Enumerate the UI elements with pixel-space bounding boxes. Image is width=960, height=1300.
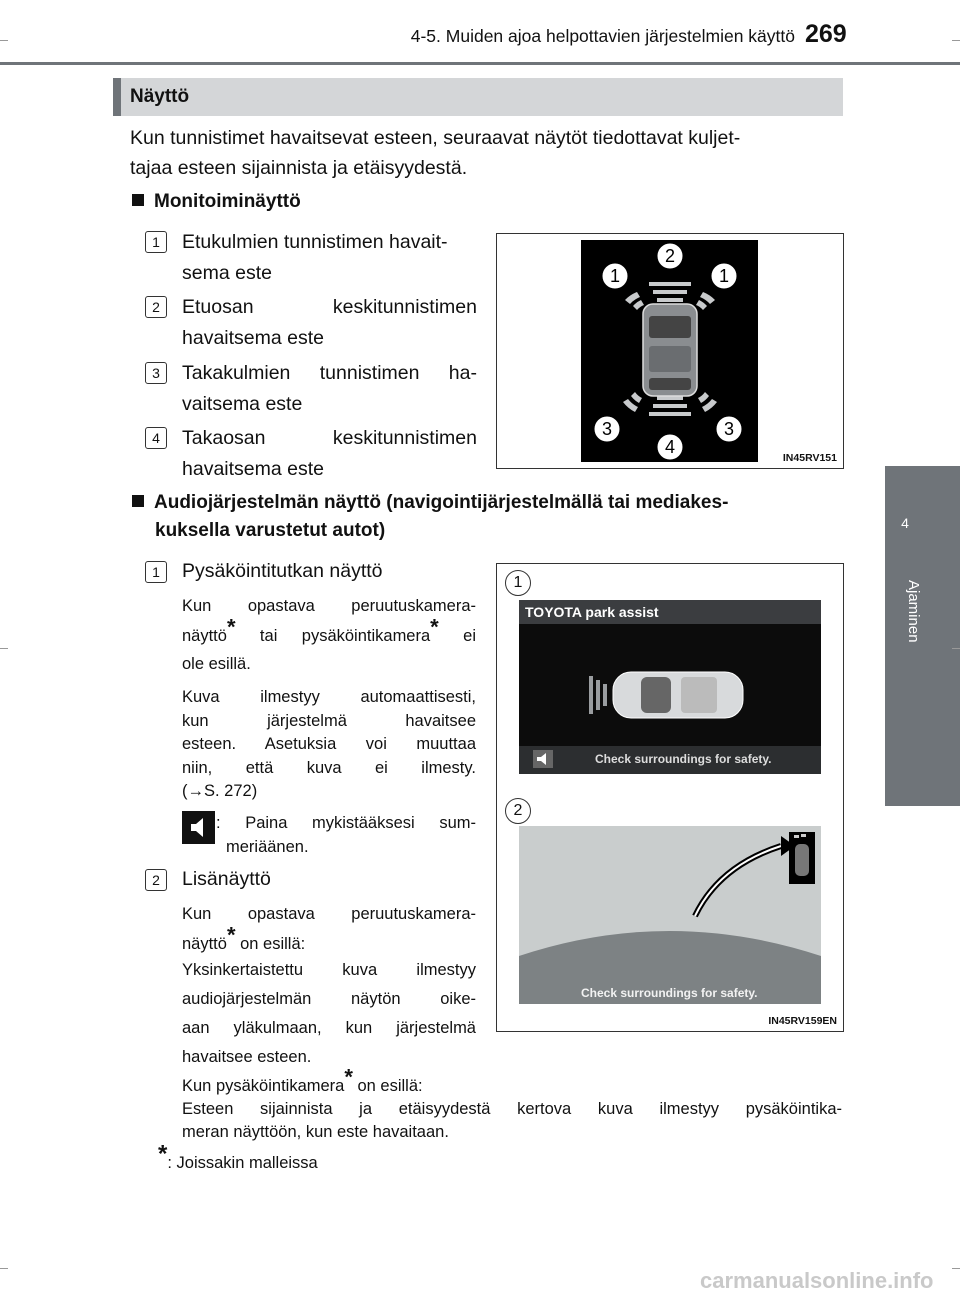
figure-label: 3	[601, 419, 613, 439]
figure-code: IN45RV151	[782, 452, 837, 464]
multi-display-figure	[496, 233, 844, 469]
item-title: Pysäköintitutkan näyttö	[182, 560, 383, 582]
header-rule	[0, 62, 960, 65]
mute-icon[interactable]	[533, 750, 553, 768]
figure-label: 1	[718, 266, 730, 286]
section-title: Näyttö	[130, 86, 190, 107]
section-bar-edge	[113, 78, 121, 116]
list-item: Etuosan keskitunnistimen havaitsema este	[182, 296, 477, 349]
description-text: Kuva ilmestyy automaattisesti, kun järjestelmä havaitsee esteen. Asetuksia voi muuttaa niin, että kuva ei ilmesty. (→S. 272)	[182, 688, 476, 800]
figure-label: 4	[664, 437, 676, 457]
intro-line-2: tajaa esteen sijainnista ja etäisyydestä.	[130, 157, 468, 179]
figure-label: 1	[505, 570, 531, 596]
crop-mark	[952, 1268, 960, 1269]
callout-number: 2	[145, 869, 167, 891]
item-title: Lisänäyttö	[182, 868, 271, 890]
audio-display-figure	[496, 563, 844, 1032]
figure-label: 2	[664, 246, 676, 266]
chapter-tab-number: 4	[901, 515, 909, 531]
parking-sensor-screen	[519, 600, 821, 774]
crop-mark	[0, 40, 8, 41]
section-bar	[113, 78, 843, 116]
mute-button-icon	[182, 811, 215, 844]
intro-line-1: Kun tunnistimet havaitsevat esteen, seuraavat näytöt tiedottavat kuljet-	[130, 127, 741, 149]
screen-title: TOYOTA park assist	[525, 604, 659, 620]
condition-text: Kun opastava peruutuskamera- näyttö* on esillä:	[182, 905, 476, 953]
description-text: Yksinkertaistettu kuva ilmestyy audiojärjestelmän näytön oike- aan yläkulmaan, kun järjestelmä havaitsee esteen.	[182, 961, 476, 1066]
condition-text: Kun opastava peruutuskamera- näyttö* tai pysäköintikamera* ei ole esillä.	[182, 597, 476, 673]
figure-label: 1	[609, 266, 621, 286]
crop-mark	[0, 1268, 8, 1269]
list-item: Etukulmien tunnistimen havait- sema este	[182, 231, 448, 284]
callout-number: 3	[145, 362, 167, 384]
car-top-view-icon	[589, 660, 749, 730]
camera-screen	[519, 826, 821, 1004]
callout-number: 1	[145, 231, 167, 253]
camera-screen-message: Check surroundings for safety.	[581, 986, 758, 1000]
callout-number: 1	[145, 561, 167, 583]
crop-mark	[952, 648, 960, 649]
mute-description: : Paina mykistääksesi sum- meriäänen.	[216, 814, 476, 856]
watermark: carmanualsonline.info	[700, 1268, 934, 1293]
square-bullet-icon	[132, 495, 144, 507]
figure-code: IN45RV159EN	[768, 1015, 837, 1027]
figure-label: 3	[723, 419, 735, 439]
camera-text: Kun pysäköintikamera* on esillä: Esteen sijainnista ja etäisyydestä kertova kuva ilmestyy pysäköintika- meran näyttöön, kun este havaitaan.	[182, 1064, 842, 1141]
page-number: 269	[805, 20, 847, 48]
crop-mark	[952, 40, 960, 41]
screen-message: Check surroundings for safety.	[595, 752, 772, 766]
chapter-tab-label: Ajaminen	[905, 580, 922, 643]
callout-number: 2	[145, 296, 167, 318]
subheading-audio-line-2: kuksella varustetut autot)	[155, 520, 386, 541]
vehicle-sensor-diagram	[497, 234, 843, 468]
camera-view-graphic	[519, 826, 821, 1004]
list-item: Takakulmien tunnistimen ha- vaitsema este	[182, 362, 477, 415]
crop-mark	[0, 648, 8, 649]
footnote: *: Joissakin malleissa	[158, 1140, 318, 1172]
list-item: Takaosan keskitunnistimen havaitsema este	[182, 427, 477, 480]
subheading-audio-line-1: Audiojärjestelmän näyttö (navigointijärjestelmällä tai mediakes-	[132, 492, 842, 514]
subheading-multi: Monitoiminäyttö	[132, 191, 301, 213]
figure-label: 2	[505, 798, 531, 824]
square-bullet-icon	[132, 194, 144, 206]
callout-number: 4	[145, 427, 167, 449]
chapter-header: 4-5. Muiden ajoa helpottavien järjestelmien käyttö	[410, 26, 795, 46]
